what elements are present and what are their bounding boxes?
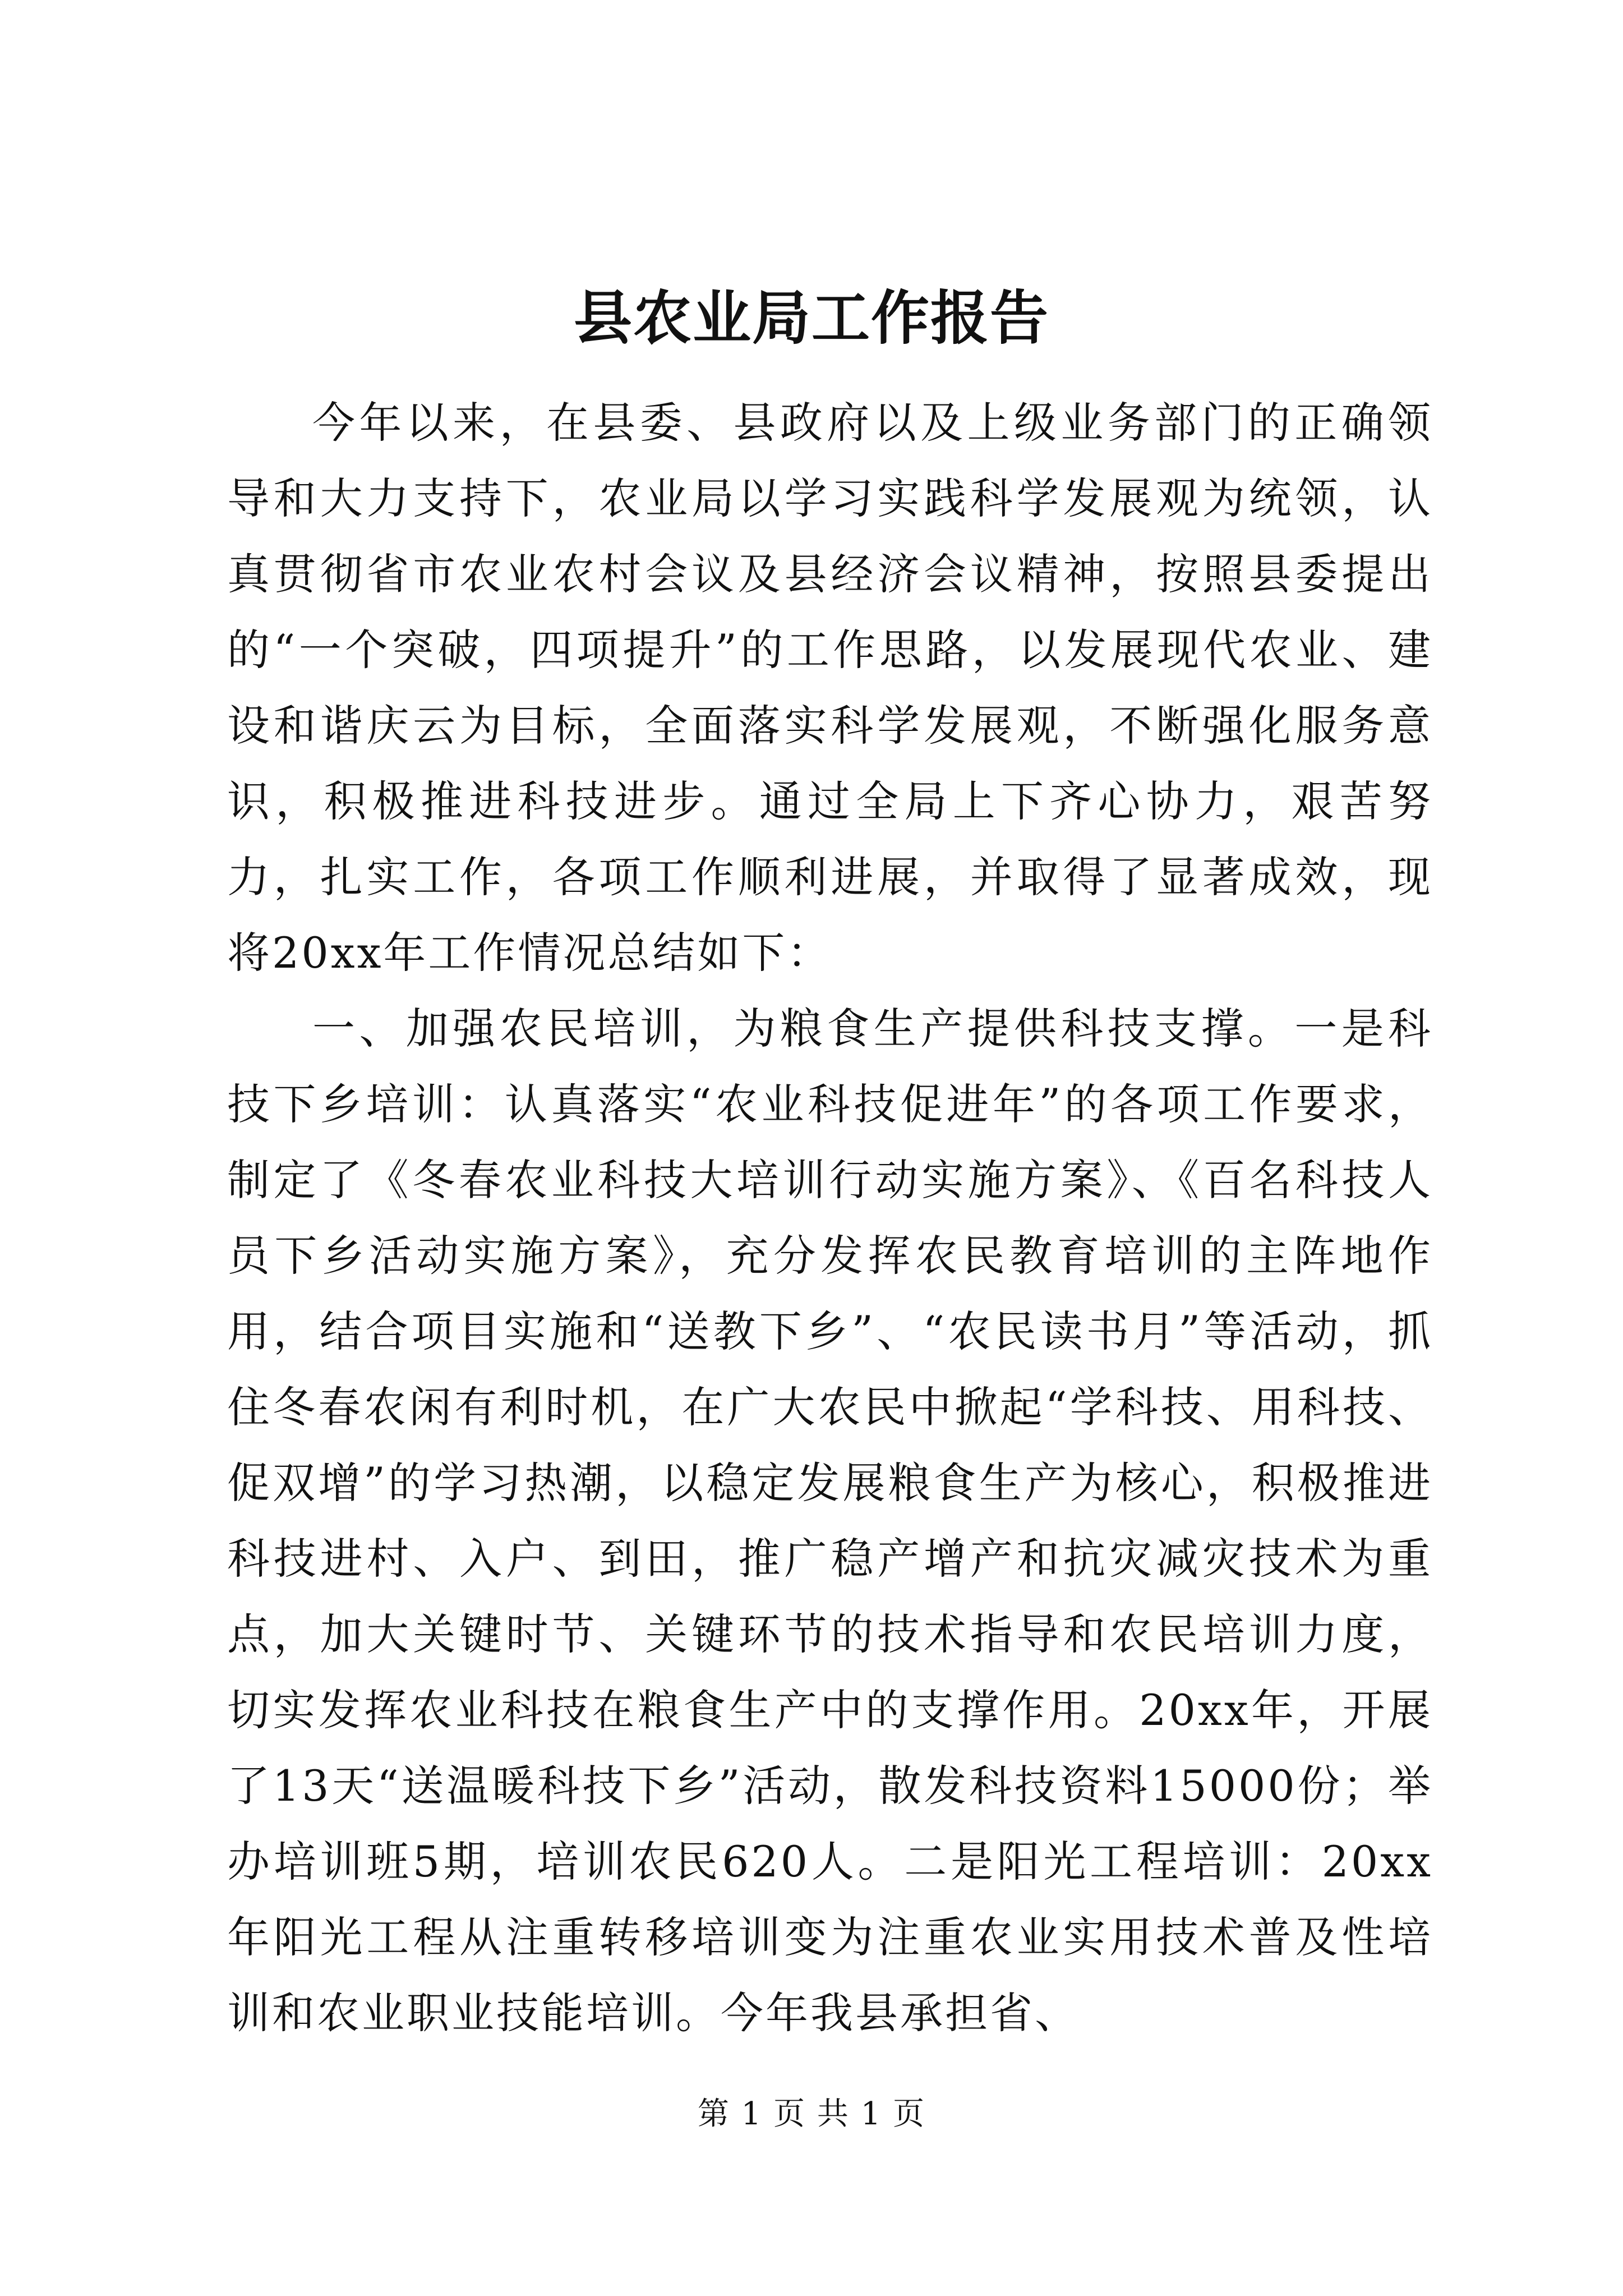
page-footer: 第 1 页 共 1 页 xyxy=(697,2096,926,2132)
document-body xyxy=(227,385,1433,2051)
paragraph-section-one: 一、加强农民培训，为粮食生产提供科技支撑。一是科技下乡培训：认真落实“农业科技促进年”的各项工作要求，制定了《冬春农业科技大培训行动实施方案》、《百名科技人员下乡活动实施方案》，充分发挥农民教育培训的主阵地作用，结合项目实施和“送教下乡”、“农民读书月”等活动，抓住冬春农闲有利时机，在广大农民中掀起“学科技、用科技、促双增”的学习热潮，以稳定发展粮食生产为核心，积极推进科技进村、入户、到田，推广稳产增产和抗灾减灾技术为重点，加大关键时节、关键环节的技术指导和农民培训力度，切实发挥农业科技在粮食生产中的支撑作用。20xx年，开展了13天“送温暖科技下乡”活动，散发科技资料15000份；举办培训班5期，培训农民620人。二是阳光工程培训：20xx年阳光工程从注重转移培训变为注重农业实用技术普及性培训和农业职业技能培训。今年我县承担省、 xyxy=(227,1004,1433,2038)
paragraph-intro: 今年以来，在县委、县政府以及上级业务部门的正确领导和大力支持下，农业局以学习实践科学发展观为统领，认真贯彻省市农业农村会议及县经济会议精神，按照县委提出的“一个突破，四项提升”的工作思路，以发展现代农业、建设和谐庆云为目标，全面落实科学发展观，不断强化服务意识，积极推进科技进步。通过全局上下齐心协力，艰苦努力，扎实工作，各项工作顺利进展，并取得了显著成效，现将20xx年工作情况总结如下： xyxy=(227,398,1433,978)
document-title: 县农业局工作报告 xyxy=(573,283,1049,352)
